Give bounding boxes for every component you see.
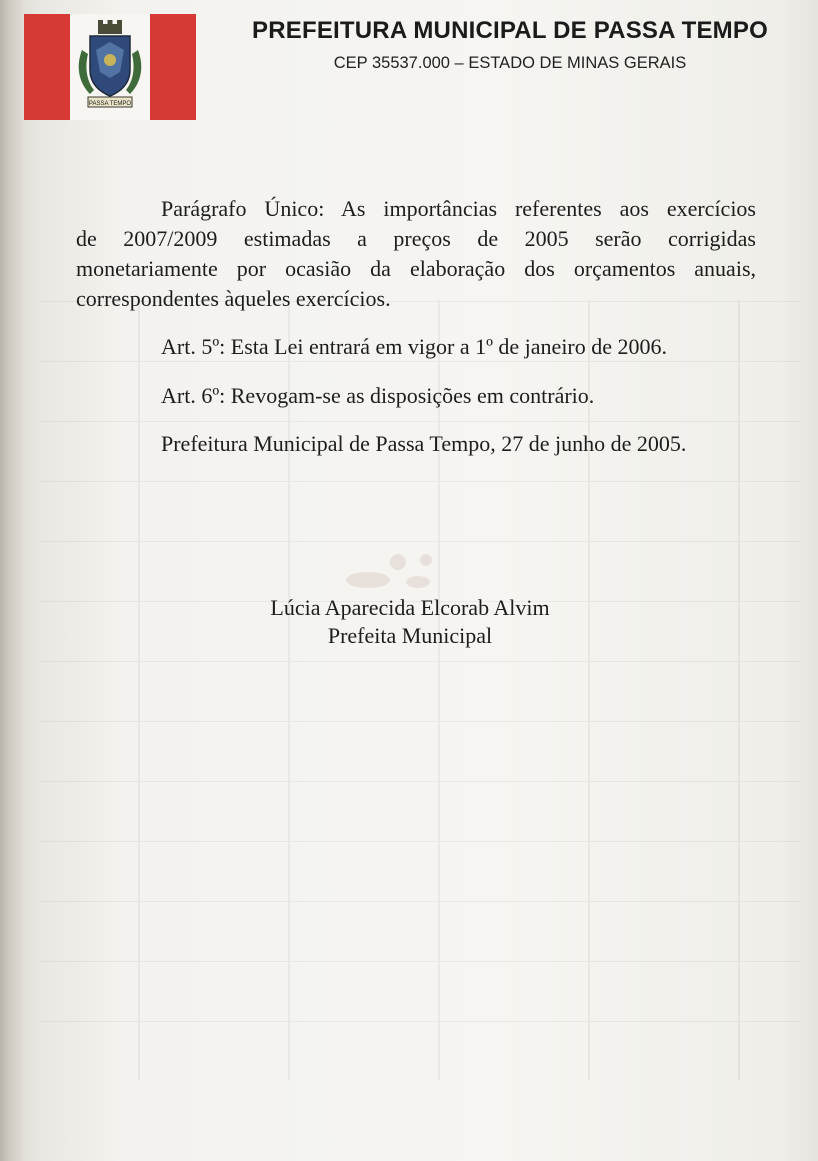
article-5: Art. 5º: Esta Lei entrará em vigor a 1º de janeiro de 2006. — [161, 334, 668, 359]
page-title: PREFEITURA MUNICIPAL DE PASSA TEMPO — [252, 17, 768, 44]
flag-band-left — [24, 14, 70, 120]
municipal-flag — [24, 14, 196, 120]
ink-smudge-mark — [338, 552, 438, 592]
page-subtitle: CEP 35537.000 – ESTADO DE MINAS GERAIS — [333, 54, 687, 72]
article-6: Art. 6º: Revogam-se as disposições em contrário. — [161, 383, 595, 408]
paragraph-line: Parágrafo Único: As importâncias referentes aos exercícios — [161, 196, 756, 221]
flag-band-right — [150, 14, 196, 120]
paragraph-line: de 2007/2009 estimadas a preços de 2005 serão corrigidas — [76, 226, 756, 251]
closing-line: Prefeitura Municipal de Passa Tempo, 27 de junho de 2005. — [161, 431, 687, 456]
signature-block — [210, 594, 610, 650]
svg-text:PASSA TEMPO: PASSA TEMPO — [88, 101, 132, 107]
coat-of-arms-icon — [76, 20, 144, 112]
page-fold-shadow — [0, 0, 22, 1161]
signatory-name: Lúcia Aparecida Elcorab Alvim — [270, 595, 550, 620]
signatory-role: Prefeita Municipal — [327, 623, 493, 648]
paragraph-line: monetariamente por ocasião da elaboração dos orçamentos anuais, — [76, 256, 756, 281]
paragraph-line: correspondentes àqueles exercícios. — [76, 286, 391, 311]
paragraph-unico — [76, 194, 756, 314]
show-through-table — [40, 300, 800, 1080]
